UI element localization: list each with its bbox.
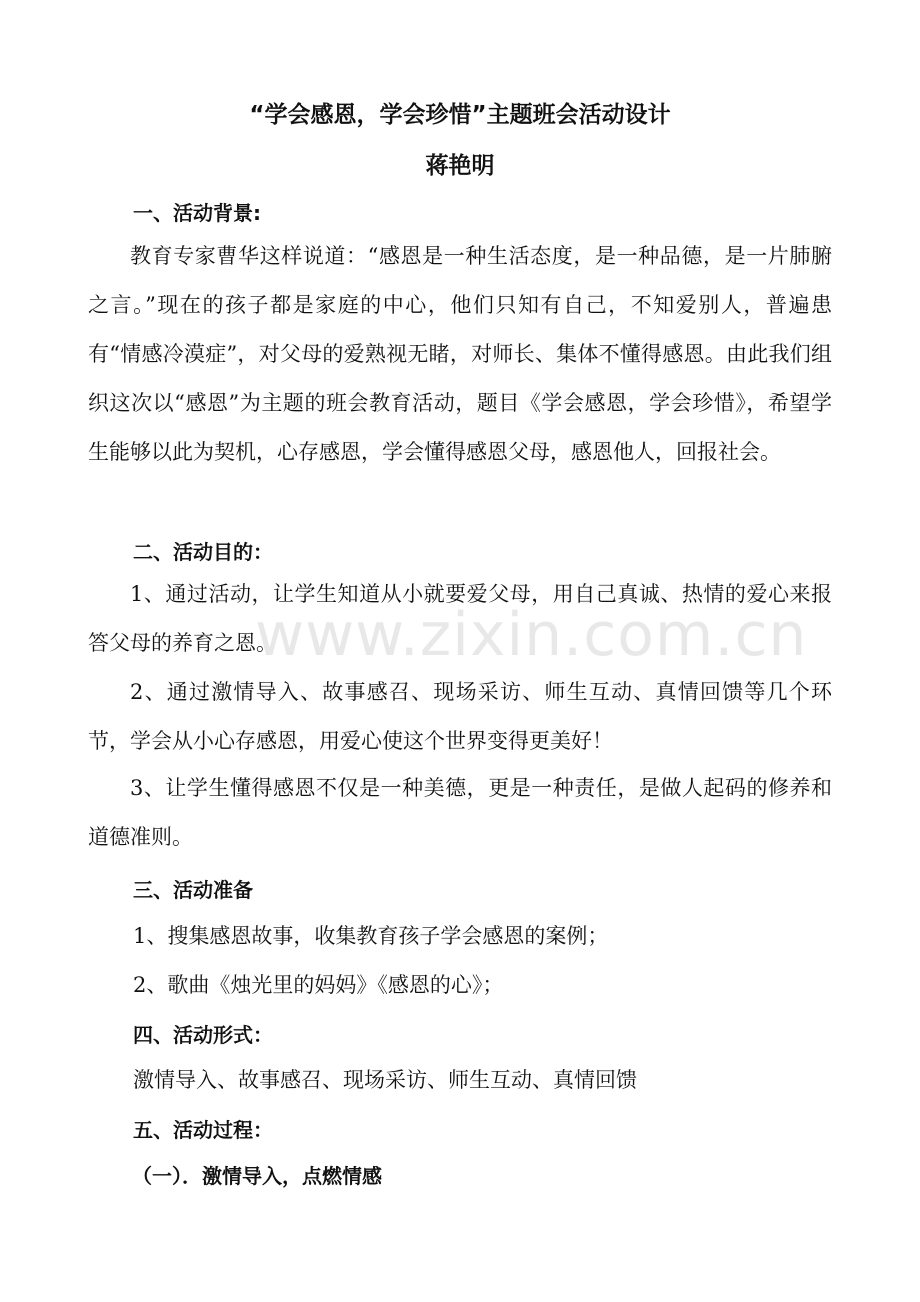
watermark-text: www.zixin.com.cn — [255, 600, 808, 670]
section-heading-goals: 二、活动目的： — [133, 540, 273, 564]
goal-item-3: 3、让学生懂得感恩不仅是一种美德，更是一种责任，是做人起码的修养和道德准则。 — [88, 776, 832, 849]
section-heading-background: 一、活动背景: — [133, 201, 261, 225]
section-heading-process: 五、活动过程： — [133, 1118, 273, 1142]
form-text: 激情导入、故事感召、现场采访、师生互动、真情回馈 — [133, 1068, 637, 1092]
paragraph-background: 教育专家曹华这样说道：“感恩是一种生活态度，是一种品德，是一片肺腑之言。”现在的孩子都是家庭的中心，他们只知有自己，不知爱别人，普遍患有“情感冷漠症”，对父母的爱熟视无睹，对师长、集体不懂得感恩。由此我们组织这次以“感恩”为主题的班会教育活动，题目《学会感恩，学会珍惜》，希望学生能够以此为契机，心存感恩，学会懂得感恩父母，感恩他人，回报社会。 — [88, 244, 832, 464]
preparation-item-2: 2、歌曲《烛光里的妈妈》《感恩的心》； — [133, 973, 504, 997]
goal-item-1: 1、通过活动，让学生知道从小就要爱父母，用自己真诚、热情的爱心来报答父母的养育之恩。 — [88, 582, 832, 655]
section-heading-form: 四、活动形式： — [133, 1023, 273, 1047]
section-heading-preparation: 三、活动准备 — [133, 878, 253, 902]
process-sub-heading: （一）．激情导入，点燃情感 — [132, 1164, 382, 1188]
document-title: “学会感恩，学会珍惜”主题班会活动设计 — [249, 102, 671, 128]
document-author: 蒋艳明 — [425, 153, 495, 179]
goal-item-2: 2、通过激情导入、故事感召、现场采访、师生互动、真情回馈等几个环节，学会从小心存感恩，用爱心使这个世界变得更美好！ — [88, 680, 832, 753]
preparation-item-1: 1、搜集感恩故事，收集教育孩子学会感恩的案例； — [133, 924, 609, 948]
